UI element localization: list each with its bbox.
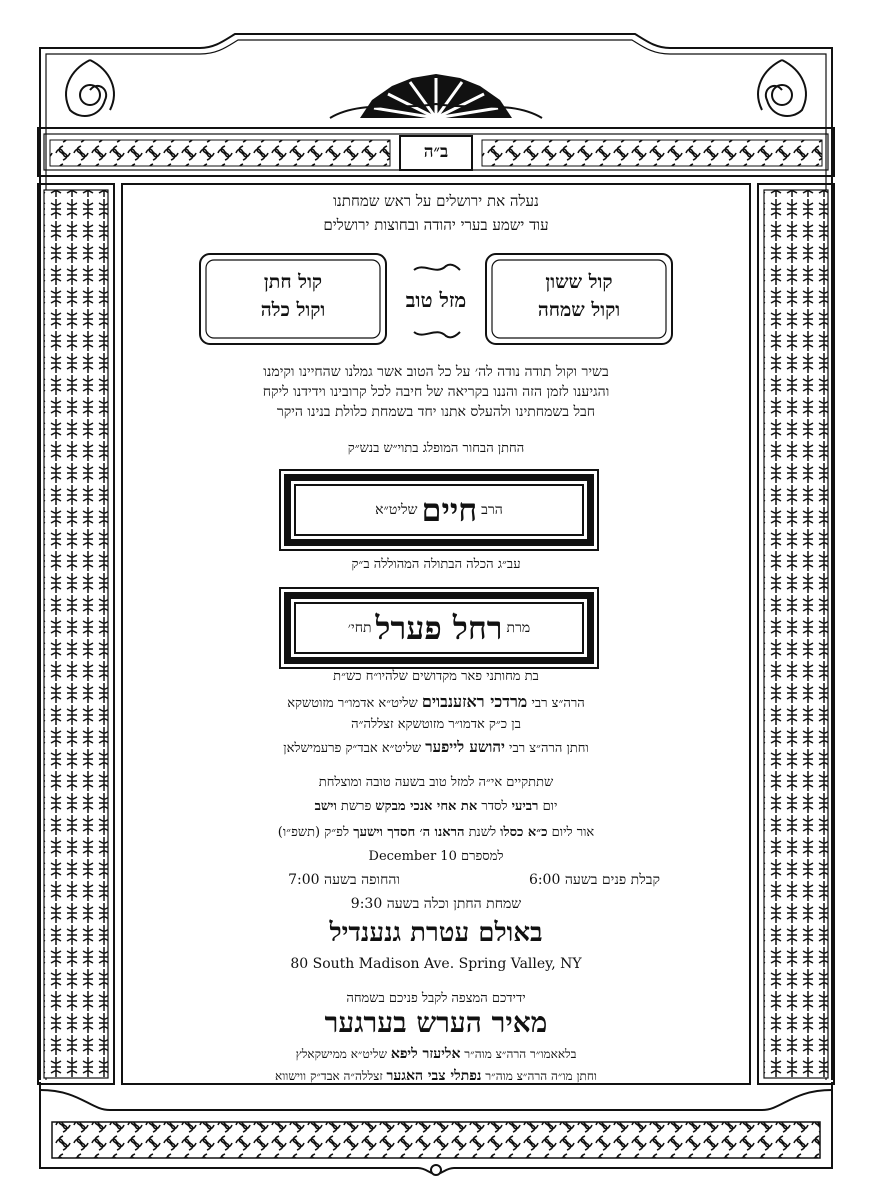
date-line3-b: לשנת xyxy=(468,825,497,840)
host-name: מאיר הערש בערגער xyxy=(324,1006,548,1039)
intro-line-3: חבל בשמחתינו ולהעלס אתנו יחד בשמחת כלולת בנינו היקר xyxy=(276,404,596,420)
date-line3-a: אור ליום xyxy=(551,825,595,840)
venue-name: באולם עטרת גנענדיל xyxy=(329,918,543,948)
intro-line-1: בשיר וקול תודה נודה לה׳ על כל הטוב אשר גמלנו שהחיינו וקימנו xyxy=(263,364,609,380)
date-verse: את אחי אנכי מבקש xyxy=(375,799,478,814)
kol-chasan-line1: קול חתן xyxy=(263,271,323,293)
kol-sason-line2: וקול שמחה xyxy=(537,299,621,321)
simcha-time: שמחת החתן וכלה בשעה 9:30 xyxy=(350,896,522,912)
date-line-4 xyxy=(0,848,872,864)
father-name: מרדכי ראזענבוים xyxy=(421,692,528,711)
chuppah-time: והחופה בשעה 7:00 xyxy=(288,872,400,888)
hosts-line-1 xyxy=(0,1046,872,1063)
parents-line-1 xyxy=(0,692,872,712)
parents-line1-b: שליט״א אדמו״ר מזוטשקא xyxy=(287,696,418,711)
hosts-line1-a: בלאאמו״ר הרה״צ מוה״ר xyxy=(464,1047,577,1061)
parents-line1-a: הרה״צ רבי xyxy=(531,696,585,711)
parents-line3-a: וחתן הרה״צ רבי xyxy=(509,741,589,756)
reception-time: קבלת פנים בשעה 6:00 xyxy=(528,872,660,888)
groom-name-box xyxy=(284,474,594,546)
bride-name: רחל פערל xyxy=(375,609,503,647)
kol-sason-line1: קול ששון xyxy=(545,271,613,293)
date-line4-heb: למספרם xyxy=(460,849,504,864)
bh-label: ב״ה xyxy=(423,142,449,162)
groom-intro: החתן הבחור המופלג בתוי״ש בנש״ק xyxy=(347,441,525,456)
parents-line-2: בן כ״ק אדמו״ר מזוטשקא זצללה״ה xyxy=(351,717,521,732)
hebrew-year: הראנו ה׳ חסדך וישעך xyxy=(353,825,465,840)
kol-chasan-line2: וקול כלה xyxy=(260,299,326,321)
date-parsha: וישב xyxy=(314,799,337,814)
hosts-intro: ידידכם המצפה לקבל פניכם בשמחה xyxy=(346,991,526,1006)
hosts-line2-a: וחתן מו״ה הרה״צ מוה״ר xyxy=(485,1069,597,1083)
date-line-3 xyxy=(0,824,872,840)
hosts-line1-b: שליט״א ממישקאלץ xyxy=(295,1047,387,1061)
bride-suffix: תחי׳ xyxy=(347,619,372,636)
date-line2-b: לסדר xyxy=(481,799,508,814)
verse-line-2: עוד ישמע בערי יהודה ובחוצות ירושלים xyxy=(323,216,549,234)
hosts-line2-b: זצללה״ה אבד״ק ווישווא xyxy=(275,1069,383,1083)
hebrew-date: כ״א כסלו xyxy=(500,825,548,840)
host-grandfather-name: נפתלי צבי האגער xyxy=(386,1068,482,1084)
date-day: רביעי xyxy=(511,799,539,814)
date-line2-c: פרשת xyxy=(340,799,372,814)
parents-line-3 xyxy=(0,738,872,757)
verse-line-1: נעלה את ירושלים על ראש שמחתנו xyxy=(333,192,539,210)
parents-intro: בת מחותני פאר מקדושים שלהיו״ח כש״ת xyxy=(333,669,539,684)
mazal-tov: מזל טוב xyxy=(405,288,467,312)
bride-prefix: מרת xyxy=(506,619,531,636)
date-line-2 xyxy=(0,798,872,814)
english-date: December 10 xyxy=(368,849,457,864)
kol-chasan-box xyxy=(200,268,386,324)
groom-suffix: שליט״א xyxy=(375,501,418,518)
kol-sason-box xyxy=(486,268,672,324)
date-line-1: שתתקיים אי״ה למזל טוב בשעה טובה ומוצלחת xyxy=(318,775,554,790)
grandfather-name: יהושע לייפער xyxy=(425,738,505,756)
date-line3-c: לפ״ק (תשפ״ו) xyxy=(277,825,350,840)
bride-intro: עב״ג הכלה הבתולה המהוללה ב״ק xyxy=(351,557,521,572)
hosts-line-2 xyxy=(0,1068,872,1085)
intro-line-2: והגיענו לזמן הזה והננו בקריאה של חיבה לכל קרובינו וידידנו ליקח xyxy=(262,384,610,400)
parents-line3-b: שליט״א אבד״ק פרעמישלאן xyxy=(283,741,422,756)
host-father-name: אליעזר ליפא xyxy=(390,1046,461,1062)
groom-name: חיים xyxy=(421,491,478,529)
date-line2-a: יום xyxy=(542,799,558,814)
bride-name-box xyxy=(284,592,594,664)
groom-prefix: הרב xyxy=(481,501,503,518)
venue-address: 80 South Madison Ave. Spring Valley, NY xyxy=(290,956,582,972)
